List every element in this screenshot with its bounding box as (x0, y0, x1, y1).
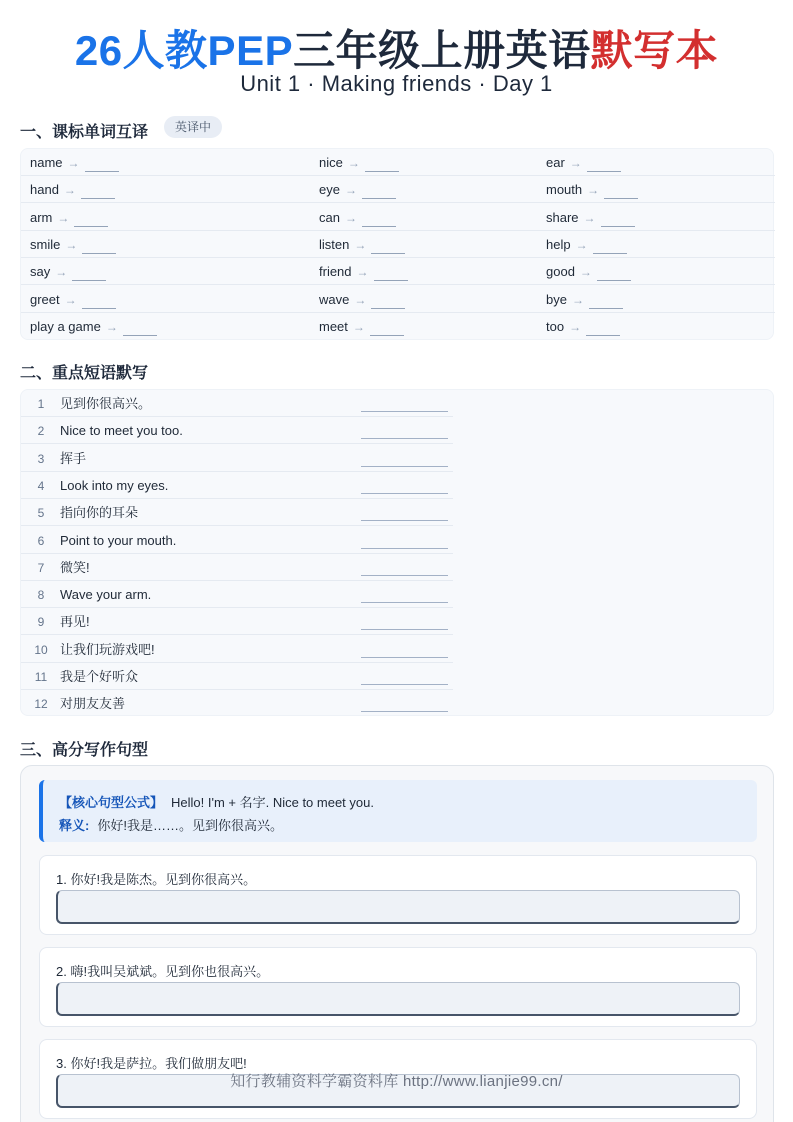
page-subtitle: Unit 1 · Making friends · Day 1 (240, 71, 553, 96)
vocab-item (30, 286, 116, 313)
arrow-right-icon: → (63, 183, 76, 198)
answer-line[interactable] (361, 629, 448, 630)
answer-blank[interactable] (371, 239, 405, 254)
vocab-row (21, 231, 775, 258)
phrase-number: 6 (37, 533, 45, 548)
phrase-row (21, 636, 453, 663)
vocabulary-card (20, 148, 774, 340)
writing-task (39, 855, 757, 935)
vocab-word: help (546, 236, 571, 252)
answer-blank[interactable] (81, 184, 115, 199)
vocab-word: ear (546, 155, 565, 170)
answer-blank[interactable] (371, 294, 405, 309)
vocab-item (30, 313, 157, 340)
writing-task (39, 947, 757, 1027)
vocab-word: play a game (30, 318, 101, 334)
phrase-prompt: Nice to meet you too. (60, 423, 183, 439)
watermark: 知行教辅资料学霸资料库 http://www.lianjie99.cn/ (230, 1073, 563, 1090)
formula-text: Hello! I'm + 名字. Nice to meet you. (171, 795, 374, 810)
phrase-row (21, 690, 453, 717)
phrase-card (20, 389, 774, 716)
answer-blank[interactable] (370, 321, 404, 336)
vocab-word: arm (30, 209, 53, 225)
writing-card (20, 765, 774, 1122)
vocab-word: hand (30, 182, 59, 198)
phrase-number: 4 (37, 478, 45, 493)
vocab-item (546, 204, 635, 231)
arrow-right-icon: → (347, 156, 360, 170)
vocab-word: nice (319, 155, 343, 170)
vocab-item (319, 176, 396, 203)
phrase-prompt: Look into my eyes. (60, 477, 169, 493)
vocab-word: listen (319, 236, 350, 252)
meaning-text: 你好!我是……。见到你很高兴。 (97, 818, 283, 833)
answer-line[interactable] (361, 438, 448, 439)
phrase-prompt: 再见! (60, 614, 90, 630)
vocab-item (30, 204, 108, 231)
arrow-right-icon: → (67, 156, 80, 170)
vocab-word: good (546, 264, 575, 280)
vocab-row (21, 176, 775, 203)
vocab-row (21, 313, 775, 340)
phrase-prompt: Wave your arm. (60, 587, 152, 603)
answer-line[interactable] (361, 466, 448, 467)
answer-blank[interactable] (123, 321, 157, 336)
phrase-prompt: 微笑! (60, 559, 90, 575)
vocab-item (319, 313, 404, 340)
mode-tag[interactable]: 英译中 (164, 116, 222, 138)
vocab-word: mouth (546, 182, 583, 198)
arrow-right-icon: → (105, 319, 118, 334)
answer-blank[interactable] (589, 294, 623, 309)
task-prompt: 1. 你好!我是陈杰。见到你很高兴。 (56, 872, 257, 887)
title-subject-part: 三年级上册英语 (293, 27, 591, 74)
arrow-right-icon: → (64, 292, 77, 307)
answer-blank[interactable] (82, 239, 116, 254)
answer-line[interactable] (361, 411, 448, 412)
answer-blank[interactable] (587, 157, 621, 172)
phrase-prompt: 我是个好听众 (60, 669, 139, 684)
arrow-right-icon: → (569, 319, 582, 334)
answer-input[interactable] (56, 982, 740, 1016)
arrow-right-icon: → (65, 237, 78, 252)
vocab-item (319, 231, 405, 258)
section1-title: 一、课标单词互译 (20, 124, 149, 141)
vocab-item (30, 176, 115, 203)
phrase-row (21, 581, 453, 608)
task-prompt: 3. 你好!我是萨拉。我们做朋友吧! (56, 1056, 247, 1071)
answer-line[interactable] (361, 711, 448, 712)
phrase-number: 3 (37, 451, 45, 466)
answer-line[interactable] (361, 602, 448, 603)
vocab-item (546, 258, 631, 285)
arrow-right-icon: → (356, 265, 369, 280)
answer-line[interactable] (361, 575, 448, 576)
task-prompt: 2. 嗨!我叫吴斌斌。见到你也很高兴。 (56, 964, 270, 979)
vocab-word: bye (546, 291, 567, 307)
arrow-right-icon: → (344, 183, 357, 198)
vocab-item (30, 231, 116, 258)
answer-blank[interactable] (601, 212, 635, 227)
answer-blank[interactable] (365, 157, 399, 172)
answer-blank[interactable] (74, 212, 108, 227)
answer-blank[interactable] (72, 266, 106, 281)
phrase-number: 10 (34, 642, 48, 657)
vocab-item (319, 204, 396, 231)
vocab-item (546, 231, 627, 258)
phrase-prompt: 对朋友友善 (60, 696, 126, 712)
vocab-word: can (319, 209, 340, 225)
answer-blank[interactable] (82, 294, 116, 309)
title-grade-part: 26人教PEP (74, 27, 294, 74)
arrow-right-icon: → (569, 156, 582, 170)
arrow-right-icon: → (57, 210, 70, 225)
vocab-word: name (30, 155, 63, 170)
vocab-item (546, 313, 620, 340)
phrase-prompt: 指向你的耳朵 (60, 505, 139, 521)
phrase-number: 8 (37, 588, 45, 603)
arrow-right-icon: → (352, 319, 365, 334)
vocab-word: greet (30, 291, 60, 307)
title-notebook-part: 默写本 (590, 27, 719, 74)
arrow-right-icon: → (583, 210, 596, 225)
phrase-row (21, 608, 453, 635)
vocab-word: say (30, 264, 51, 280)
phrase-number: 1 (37, 397, 45, 411)
answer-blank[interactable] (85, 157, 119, 172)
vocab-row (21, 286, 775, 313)
vocab-item (546, 286, 623, 313)
vocab-word: share (546, 209, 579, 225)
phrase-row (21, 417, 453, 444)
phrase-row (21, 445, 453, 472)
section3-title: 三、高分写作句型 (20, 742, 149, 759)
arrow-right-icon: → (55, 265, 68, 280)
phrase-number: 5 (37, 506, 45, 521)
phrase-number: 9 (37, 615, 45, 630)
answer-input[interactable] (56, 890, 740, 924)
vocab-item (319, 149, 399, 176)
phrase-row (21, 554, 453, 581)
core-formula-box (39, 780, 757, 842)
vocab-word: wave (319, 291, 350, 307)
vocab-item (30, 258, 106, 285)
phrase-row (21, 499, 453, 526)
vocab-row (21, 149, 775, 176)
phrase-number: 7 (37, 560, 45, 575)
phrase-prompt: 让我们玩游戏吧! (60, 641, 155, 657)
answer-blank[interactable] (362, 184, 396, 199)
vocab-row (21, 204, 775, 231)
vocab-row (21, 258, 775, 285)
vocab-word: meet (319, 318, 348, 334)
answer-line[interactable] (361, 520, 448, 521)
answer-blank[interactable] (604, 184, 638, 199)
phrase-row (21, 663, 453, 690)
phrase-number: 12 (34, 697, 48, 712)
vocab-word: smile (30, 236, 61, 252)
answer-blank[interactable] (586, 321, 620, 336)
answer-blank[interactable] (597, 266, 631, 281)
arrow-right-icon: → (587, 183, 600, 198)
arrow-right-icon: → (354, 292, 367, 307)
phrase-row (21, 472, 453, 499)
vocab-item (546, 149, 621, 176)
phrase-prompt: 见到你很高兴。 (60, 396, 152, 411)
phrase-row (21, 527, 453, 554)
phrase-prompt: Point to your mouth. (60, 532, 177, 548)
section2-title: 二、重点短语默写 (20, 365, 149, 382)
arrow-right-icon: → (354, 237, 367, 252)
answer-line[interactable] (361, 548, 448, 549)
arrow-right-icon: → (579, 265, 592, 280)
page-title (0, 18, 793, 78)
answer-line[interactable] (361, 493, 448, 494)
phrase-number: 2 (37, 424, 45, 439)
meaning-line (59, 815, 283, 834)
vocab-item (30, 149, 119, 176)
answer-blank[interactable] (593, 239, 627, 254)
answer-line[interactable] (361, 684, 448, 685)
vocab-word: too (546, 318, 565, 334)
answer-blank[interactable] (374, 266, 408, 281)
arrow-right-icon: → (344, 210, 357, 225)
phrase-prompt: 挥手 (60, 450, 87, 466)
answer-line[interactable] (361, 657, 448, 658)
formula-line (59, 792, 374, 811)
phrase-row (21, 390, 453, 417)
vocab-item (319, 286, 405, 313)
phrase-number: 11 (34, 670, 48, 684)
vocab-word: eye (319, 182, 340, 198)
arrow-right-icon: → (571, 292, 584, 307)
formula-label: 【核心句型公式】 (59, 795, 164, 810)
meaning-label: 释义: (59, 818, 90, 833)
answer-blank[interactable] (362, 212, 396, 227)
vocab-item (546, 176, 638, 203)
arrow-right-icon: → (575, 237, 588, 252)
vocab-word: friend (319, 264, 352, 280)
vocab-item (319, 258, 408, 285)
